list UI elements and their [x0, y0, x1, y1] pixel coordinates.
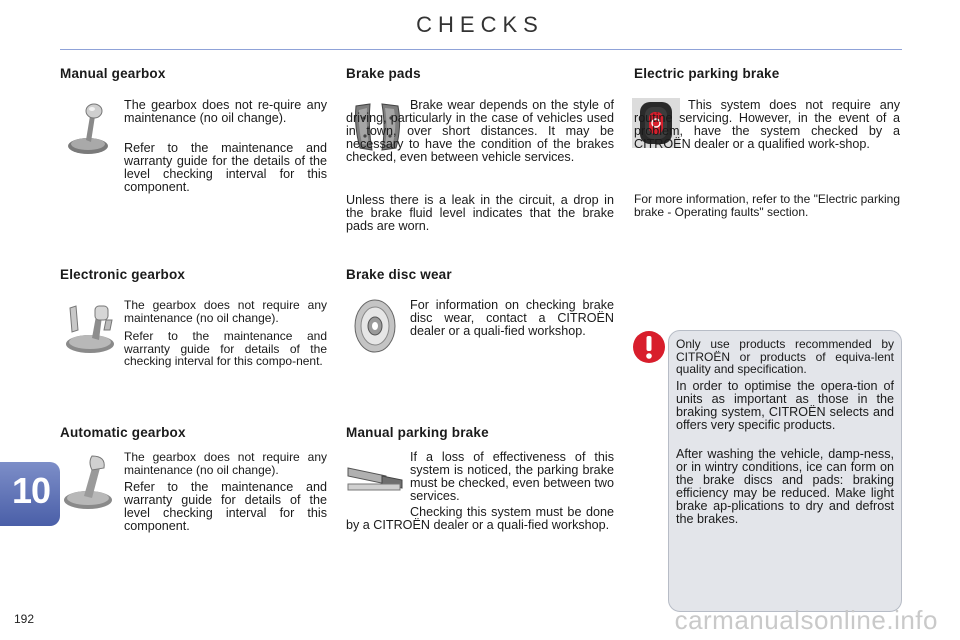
- brake-disc-icon: [352, 298, 398, 359]
- electronic-gearbox-text-1: The gearbox does not require any maintenance (no oil change).: [124, 298, 327, 325]
- manual-gearbox-heading: Manual gearbox: [60, 66, 166, 81]
- chapter-number: 10: [12, 470, 51, 511]
- automatic-gearbox-text-2: Refer to the maintenance and warranty guide for details of the level checking interval for this component.: [124, 480, 327, 533]
- automatic-gearbox-text-1: The gearbox does not require any maintenance (no oil change).: [124, 450, 327, 477]
- page-number: 192: [14, 612, 35, 626]
- brake-disc-wear-heading: Brake disc wear: [346, 267, 452, 282]
- automatic-gearbox-heading: Automatic gearbox: [60, 425, 186, 440]
- brake-pads-text-2: Unless there is a leak in the circuit, a drop in the brake fluid level indicates that the brake pads are worn.: [346, 193, 614, 233]
- electronic-gear-selector-icon: [62, 300, 116, 361]
- manual-gearbox-text-1: The gearbox does not re-quire any maintenance (no oil change).: [124, 98, 327, 125]
- electric-parking-brake-text-2: For more information, refer to the "Electric parking brake - Operating faults" section.: [634, 192, 900, 219]
- warning-exclamation-icon: [632, 330, 666, 369]
- electronic-gearbox-heading: Electronic gearbox: [60, 267, 186, 282]
- automatic-gear-selector-icon: [62, 454, 116, 517]
- manual-gearbox-text-2: Refer to the maintenance and warranty guide for the details of the level checking interval for this component.: [124, 141, 327, 194]
- manual-parking-brake-heading: Manual parking brake: [346, 425, 489, 440]
- title-divider: [60, 49, 902, 50]
- brake-disc-wear-text: For information on checking brake disc wear, contact a CITROËN dealer or a quali-fied workshop.: [410, 298, 614, 338]
- electric-parking-brake-text-1: This system does not require any routine servicing. However, in the event of a problem, have the system checked by a CITROËN dealer or a qualified work-shop.: [634, 98, 900, 151]
- parking-brake-lever-icon: [346, 454, 404, 501]
- warning-text-2: In order to optimise the opera-tion of units as important as those in the braking system, CITROËN selects and offers very specific products.: [676, 379, 894, 432]
- electronic-gearbox-text-2: Refer to the maintenance and warranty guide for details of the checking interval for this compo-nent.: [124, 329, 327, 369]
- watermark: carmanualsonline.info: [674, 605, 938, 635]
- warning-text-1: Only use products recommended by CITROËN or products of equiva-lent quality and specification.: [676, 337, 894, 377]
- warning-text-3: After washing the vehicle, damp-ness, or in wintry conditions, ice can form on the brake discs and pads: braking efficiency may be reduced. Make light brake ap-plications to dry and defrost the brakes.: [676, 447, 894, 526]
- manual-parking-brake-text-1: If a loss of effectiveness of this system is noticed, the parking brake must be checked, even between two services.: [410, 450, 614, 503]
- brake-pads-heading: Brake pads: [346, 66, 421, 81]
- manual-gear-lever-icon: [66, 100, 112, 161]
- electric-parking-brake-heading: Electric parking brake: [634, 66, 780, 81]
- manual-parking-brake-text-2: Checking this system must be done by a CITROËN dealer or a quali-fied workshop.: [346, 505, 614, 532]
- page-title: CHECKS: [416, 12, 544, 37]
- brake-pads-text-1: Brake wear depends on the style of driving, particularly in the case of vehicles used in town, over short distances. It may be necessary to have the condition of the brakes checked, even between vehicle services.: [346, 98, 614, 164]
